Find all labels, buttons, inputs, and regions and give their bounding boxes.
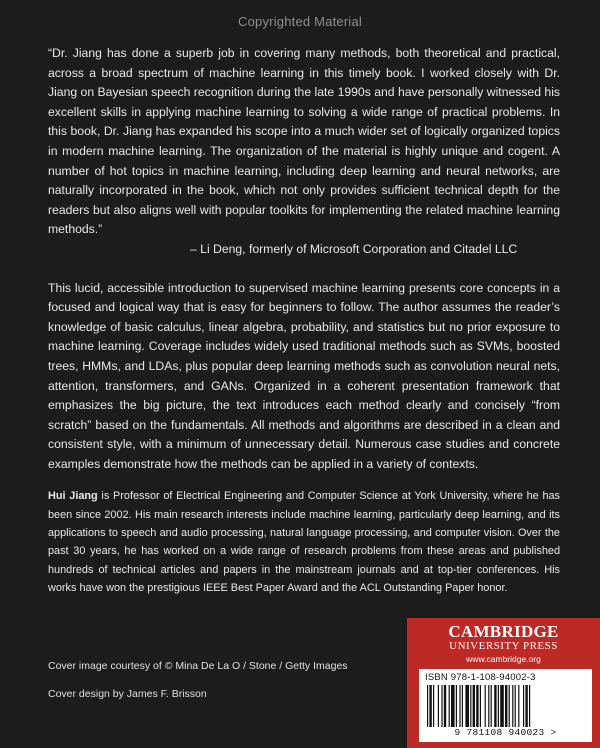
barcode-bar	[465, 685, 469, 727]
barcode-bar	[449, 685, 450, 727]
barcode-bar	[429, 685, 431, 727]
barcode-icon	[425, 685, 585, 727]
barcode-bar	[473, 685, 475, 727]
barcode-bar	[462, 685, 463, 727]
barcode-bar	[518, 685, 519, 727]
barcode-bar	[529, 685, 530, 727]
barcode-digits: 9 781108 940023 >	[454, 727, 557, 738]
cover-design-credit: Cover design by James F. Brisson	[48, 688, 207, 700]
barcode-bar	[523, 685, 524, 727]
barcode-bar	[512, 685, 513, 727]
publisher-name: CAMBRIDGE	[448, 622, 559, 641]
barcode-panel	[419, 669, 592, 742]
barcode-bar	[498, 685, 499, 727]
barcode-bar	[444, 685, 446, 727]
barcode-bar	[470, 685, 471, 727]
barcode-bar	[488, 685, 489, 727]
barcode-bar	[427, 685, 428, 727]
back-cover-text	[48, 44, 560, 608]
author-name: Hui Jiang	[48, 490, 98, 503]
barcode-bar	[438, 685, 439, 727]
author-bio-text: is Professor of Electrical Engineering and Computer Science at York University, where he has been since 2002. His main research interests include machine learning, particularly deep learning, and its applications to speech and audio processing, natural language processing, and computer vision. Over the past 30 years, he has worked on a wide range of research problems from these areas and published hundreds of technical articles and papers in the mainstream journals and at top-tier conferences. His works have won the prestigious IEEE Best Paper Award and the ACL Outstanding Paper honor.	[48, 490, 561, 594]
publisher-block	[407, 618, 600, 748]
barcode-bar	[476, 685, 478, 727]
publisher-subname: UNIVERSITY PRESS	[449, 640, 558, 652]
barcode-bar	[505, 685, 507, 727]
endorsement-quote: “Dr. Jiang has done a superb job in covering many methods, both theoretical and practical, across a broad spectrum of machine learning in this timely book. I worked closely with Dr. Jiang on Bayesian speech recognition during the late 1990s and have personally witnessed his excellent skills in applying machine learning to solving a wide range of practical problems. In this book, Dr. Jiang has expanded his scope into a much wider set of logically organized topics in modern machine learning. The organization of the material is highly unique and cogent. A number of hot topics in machine learning, including deep learning and neural networks, are naturally incorporated in the book, which not only provides sufficient technical depth for the readers but also aligns well with popular toolkits for implementing the related machine learning methods.”	[48, 46, 560, 237]
barcode-bar	[500, 685, 504, 727]
barcode-bar	[485, 685, 486, 727]
barcode-bar	[451, 685, 455, 727]
barcode-bar	[441, 685, 442, 727]
cover-image-credit: Cover image courtesy of © Mina De La O / Stone / Getty Images	[48, 660, 348, 672]
isbn-label: ISBN 978-1-108-94002-3	[425, 672, 536, 683]
barcode-bar	[494, 685, 496, 727]
book-description: This lucid, accessible introduction to supervised machine learning presents core concepts in a focused and logical way that is easy for beginners to follow. The author assumes the reader’s knowledge of basic calculus, linear algebra, probability, and statistics but no prior exposure to machine learning. Coverage includes widely used traditional methods such as SVMs, boosted trees, HMMs, and LDAs, plus popular deep learning methods such as convolution neural nets, attention, transformers, and GANs. Organized in a coherent presentation framework that emphasizes the big picture, the text introduces each method clearly and concisely “from scratch” based on the fundamentals. All methods and algorithms are described in a clean and consistent style, with a minimum of unnecessary detail. Numerous case studies and concrete examples demonstrate how the methods can be applied in a variety of contexts.	[48, 280, 560, 471]
barcode-bar	[515, 685, 516, 727]
endorsement-attribution: – Li Deng, formerly of Microsoft Corporation and Citadel LLC	[190, 241, 518, 256]
barcode-bar	[459, 685, 460, 727]
barcode-bar	[480, 685, 481, 727]
barcode-bar	[433, 685, 434, 727]
publisher-url: www.cambridge.org	[466, 654, 541, 664]
barcode-bar	[509, 685, 510, 727]
barcode-bar	[525, 685, 527, 727]
barcode-bar	[456, 685, 457, 727]
barcode-bar	[491, 685, 492, 727]
author-bio	[48, 487, 560, 597]
copyright-watermark: Copyrighted Material	[238, 14, 362, 29]
